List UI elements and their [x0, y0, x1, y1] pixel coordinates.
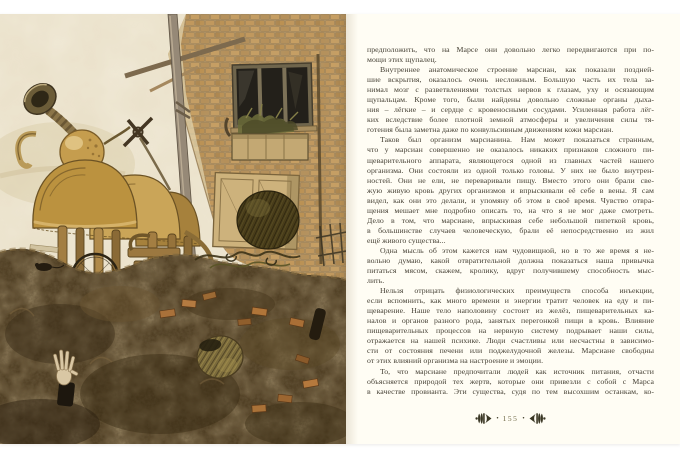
text-line: Нельзя отрицать физиологических преимуществ способа инъекции, [380, 286, 654, 296]
text-line: ния – лёгкие – и сердце с кровеносными сосудами. Усиленная работа лёг- [367, 105, 654, 115]
text-line: в качестве провианта. Эти существа, судя по тем высохшим останкам, ко- [367, 386, 654, 396]
book-spread [0, 14, 680, 444]
text-line: ких вследствие более плотной земной атмосферы и увеличения силы тя- [367, 115, 654, 125]
text-line: нимал мозг с разветвлениями толстых нервов к глазам, уху и осязающим [367, 85, 654, 95]
text-line: если вспомнить, как много времени и энергии тратит человек на еду и пи- [367, 296, 654, 306]
text-line: готения была заметна даже по конвульсивным движениям кожи марсиан. [367, 125, 614, 135]
fleuron-arrow-right-icon [474, 412, 493, 425]
text-line: Дело в том, что марсиане, впрыскивая себе небольшой пипеткой кровь, [367, 215, 654, 225]
fleuron-arrow-left-icon [528, 412, 547, 425]
text-line: объясняется природой тех жертв, которые они привезли с собой с Марса [367, 376, 654, 386]
text-line: мощи этих щупалец. [367, 55, 437, 65]
text-line: Таков был организм марсианина. Нам может показаться странным, [380, 135, 654, 145]
text-line: вольно думаю, какой отвратительной должна показаться наша привычка [367, 255, 654, 265]
text-line: что у марсиан совершенно не оказалось никаких признаков сложного пи- [367, 145, 654, 155]
dirt-mound [0, 249, 346, 444]
text-page [346, 14, 680, 444]
text-line: щеварение. Наше тело наполовину состоит из желёз, пищеварительных ка- [367, 306, 654, 316]
text-column [367, 45, 654, 397]
page-number: 155 [502, 413, 519, 423]
text-line: ностей. Они не ели, не переваривали пищу. Вместо этого они брали све- [367, 175, 654, 185]
text-line: лить. [367, 276, 385, 286]
text-line: ещё живого существа... [367, 235, 446, 245]
text-line: организма. Они состояли из одной только головы. У них не было внутрен- [367, 165, 654, 175]
text-line: Внутреннее анатомическое строение марсиан, как показали поздней- [380, 65, 654, 75]
text-line: жую живую кровь других организмов и впрыскивали её себе в вены. Я сам [367, 185, 654, 195]
text-line: видел, как они это делали, и упомяну об этом в своё время. Чувство отвра- [367, 195, 654, 205]
text-line: Одна мысль об этом кажется нам чудовищной, но в то же время я не- [380, 245, 654, 255]
text-line: щения мешает мне подробно описать то, на что я не мог даже смотреть. [367, 205, 654, 215]
illustration-page [0, 14, 346, 444]
text-line: в большинстве случаев человеческую, брали её непосредственно из жил [367, 225, 654, 235]
text-line: отражается на нашей психике. Люди счастливы или несчастны в зависимо- [367, 336, 654, 346]
text-line: питаться мясом, скажем, кролику, вдруг получившему способность мыс- [367, 266, 654, 276]
text-line: налов и органов разного рода, занятых перегонкой пищи в кровь. Влияние [367, 316, 654, 326]
text-line: То, что марсиане предпочитали людей как источник питания, отчасти [380, 366, 654, 376]
text-line: шие вскрытия, оказалось очень несложным. Большую часть их тела за- [367, 75, 654, 85]
text-line: щеварительного аппарата, являющегося одной из главных частей нашего [367, 155, 654, 165]
page-footer [367, 410, 654, 426]
text-line: пищеварительных процессов на нервную систему подрывает наши силы, [367, 326, 654, 336]
text-line: сти от состояния печени или поджелудочной железы. Марсиане свободны [367, 346, 654, 356]
martian-machine-illustration [0, 14, 346, 444]
text-line: щупальцам. Кроме того, были найдены довольно сложные органы дыха- [367, 95, 654, 105]
wicker-sphere [237, 191, 299, 249]
text-line: предположить, что на Марсе они довольно легко передвигаются при по- [367, 45, 654, 54]
footer-dot-right: • [522, 414, 525, 422]
footer-dot-left: • [496, 414, 499, 422]
text-line: от этих влияний организма на настроение и эмоции. [367, 356, 544, 366]
